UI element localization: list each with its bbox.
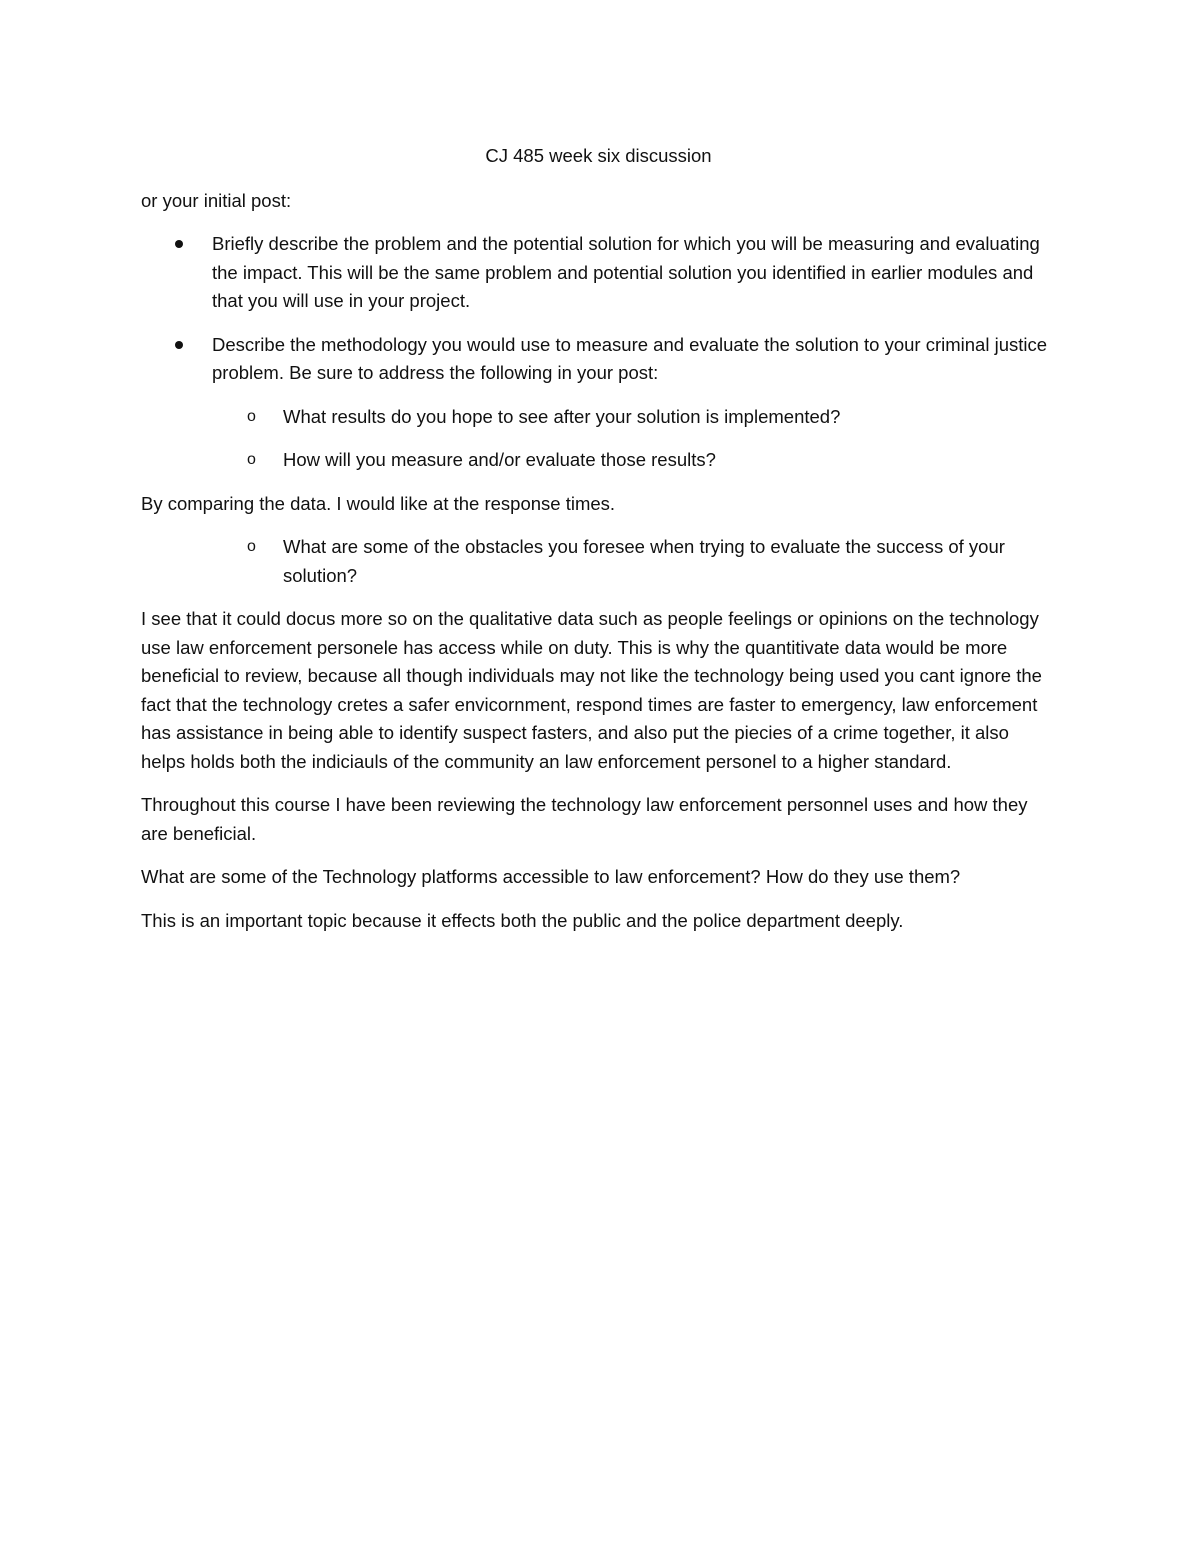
sub-bullet-measure [141, 446, 1056, 475]
bullet-dot-icon [175, 341, 183, 349]
sub-bullet-marker-icon: o [247, 407, 256, 425]
sub-bullet-results [141, 403, 1056, 432]
intro-line: or your initial post: [141, 189, 292, 211]
sub-bullet-text: What are some of the obstacles you foresee when trying to evaluate the success of your solution? [283, 536, 1005, 586]
document-title: CJ 485 week six discussion [485, 145, 712, 166]
sub-bullet-obstacles [141, 533, 1056, 590]
sub-bullet-text: What results do you hope to see after your solution is implemented? [283, 405, 841, 427]
paragraph-question: What are some of the Technology platforms accessible to law enforcement? How do they use them? [141, 866, 961, 887]
bullet-item-problem [141, 230, 1056, 316]
bullet-list [141, 230, 1056, 388]
paragraph-course-review: Throughout this course I have been reviewing the technology law enforcement personnel uses and how they are beneficial. [141, 794, 1028, 844]
answer-paragraph-1: By comparing the data. I would like at the response times. [141, 492, 616, 514]
sub-bullet-text: How will you measure and/or evaluate those results? [283, 449, 716, 470]
bullet-dot-icon [175, 240, 183, 248]
bullet-text: Briefly describe the problem and the potential solution for which you will be measuring and evaluating the impact. This will be the same problem and potential solution you identified in earlier modules and that you will use in your project. [212, 233, 1040, 311]
bullet-text: Describe the methodology you would use to measure and evaluate the solution to your criminal justice problem. Be sure to address the following in your post: [212, 333, 1048, 383]
sub-bullet-marker-icon: o [247, 538, 256, 555]
bullet-item-methodology [141, 331, 1056, 388]
document-body [141, 142, 1056, 950]
answer-paragraph-2: I see that it could docus more so on the qualitative data such as people feelings or opinions on the technology use law enforcement personele has access while on duty. This is why the quantitivate data would be more beneficial to review, because all though individuals may not like the technology being used you cant ignore the fact that the technology cretes a safer envicornment, respond times are faster to emergency, law enforcement has assistance in being able to identify suspect fasters, and also put the piecies of a crime together, it also helps holds both the indiciauls of the community an law enforcement personel to a higher standard. [141, 608, 1042, 772]
paragraph-importance: This is an important topic because it effects both the public and the police department deeply. [141, 909, 904, 931]
sub-bullet-marker-icon: o [247, 451, 256, 468]
